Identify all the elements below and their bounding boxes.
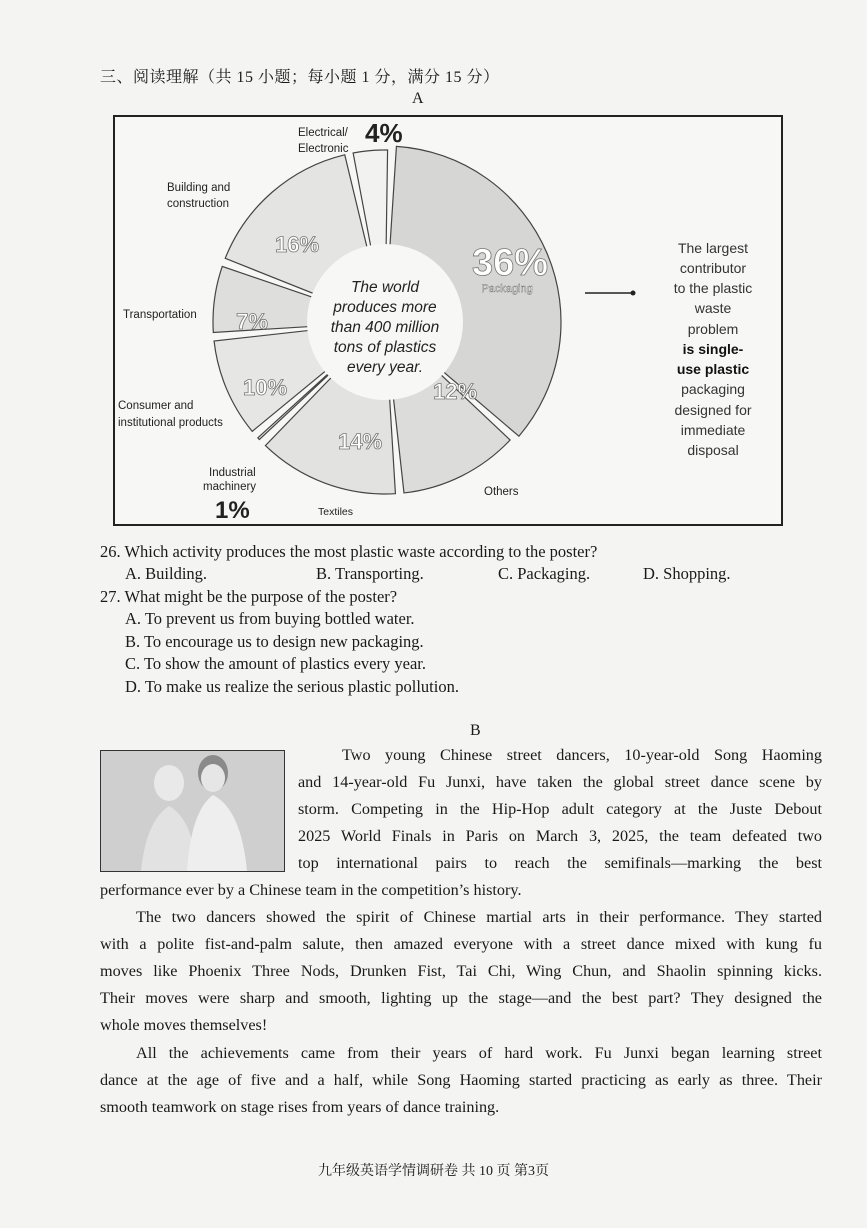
side-note [674, 240, 753, 458]
consumer-label: institutional products [118, 417, 223, 429]
text-line: performance ever by a Chinese team in the competition’s history. [100, 881, 522, 899]
center-line: The world [350, 279, 420, 296]
others-label: Others [484, 486, 519, 498]
text-line: 2025 World Finals in Paris on March 3, 2025, the team defeated two [298, 827, 822, 845]
side-note-line: immediate [680, 422, 746, 438]
industrial-percent: 1% [215, 497, 250, 524]
center-line: tons of plastics [333, 339, 437, 356]
q26-option-c[interactable]: C. Packaging. [498, 564, 591, 583]
building-label: Building and [167, 182, 231, 194]
text-line: The two dancers showed the spirit of Chinese martial arts in their performance. They started [136, 908, 822, 926]
connector-dot [631, 291, 636, 296]
side-note-line: waste [694, 300, 732, 316]
side-note-line: disposal [687, 442, 739, 458]
side-note-line: contributor [679, 260, 747, 276]
text-line: with a polite fist-and-palm salute, then amazed everyone with a street dance mixed with kung fu [100, 935, 822, 953]
transportation-percent: 7% [236, 309, 268, 334]
building-label: construction [167, 198, 230, 210]
center-line: than 400 million [330, 319, 440, 336]
question-26-stem: 26. Which activity produces the most plastic waste according to the poster? [100, 542, 598, 561]
side-note-line: designed for [674, 402, 752, 418]
q27-option-d[interactable]: D. To make us realize the serious plastic pollution. [125, 677, 459, 696]
center-line: produces more [333, 299, 437, 316]
consumer-label: Consumer and [118, 400, 194, 412]
text-line: top international pairs to reach the semifinals—marking the best [298, 854, 822, 872]
electrical-percent: 4% [365, 118, 403, 148]
dancers-photo [100, 750, 285, 872]
building-percent: 16% [274, 232, 320, 257]
passage-b-p3 [100, 1040, 822, 1121]
question-27-stem: 27. What might be the purpose of the poster? [100, 587, 398, 606]
passage-b-label: B [470, 722, 481, 739]
packaging-percent: 36% [471, 242, 549, 284]
text-line: dance at the age of five and a half, while Song Haoming started practicing as early as three. Their [100, 1071, 822, 1089]
text-line: moves like Phoenix Three Nods, Drunken Fist, Tai Chi, Wing Chun, and Shaolin spinning kicks. [100, 962, 822, 980]
q26-option-b[interactable]: B. Transporting. [316, 564, 424, 583]
side-note-line: use plastic [676, 361, 750, 377]
text-line: All the achievements came from their years of hard work. Fu Junxi began learning street [136, 1044, 822, 1062]
side-note-line: problem [687, 321, 739, 337]
q27-option-b[interactable]: B. To encourage us to design new packaging. [125, 632, 424, 651]
q27-option-c[interactable]: C. To show the amount of plastics every year. [125, 654, 426, 673]
electrical-label: Electronic [298, 143, 349, 155]
side-note-line: The largest [677, 240, 749, 256]
text-line: whole moves themselves! [100, 1016, 268, 1034]
text-line: and 14-year-old Fu Junxi, have taken the global street dance scene by [298, 773, 822, 791]
side-note-line: is single- [682, 341, 744, 357]
others-percent: 12% [432, 379, 478, 404]
q27-option-a[interactable]: A. To prevent us from buying bottled water. [125, 609, 415, 628]
packaging-label: Packaging [481, 283, 533, 295]
passage-b-p1-wrapped [298, 742, 822, 877]
center-line: every year. [346, 359, 424, 376]
textiles-label: Textiles [318, 506, 354, 518]
industrial-label: Industrial [209, 467, 256, 479]
transportation-label: Transportation [123, 309, 197, 321]
section-heading: 三、阅读理解（共 15 小题；每小题 1 分，满分 15 分） [100, 69, 500, 86]
text-line: Two young Chinese street dancers, 10-year-old Song Haoming [342, 746, 822, 764]
passage-b-p2 [100, 904, 822, 1039]
poster-graphic [115, 117, 781, 524]
q26-option-d[interactable]: D. Shopping. [643, 564, 731, 583]
text-line: Their moves were sharp and smooth, lighting up the stage—and the best part? They designed the [100, 989, 822, 1007]
side-note-line: to the plastic [673, 280, 753, 296]
text-line: smooth teamwork on stage rises from years of dance training. [100, 1098, 500, 1116]
passage-b-p1-tail [100, 877, 822, 904]
q26-option-a[interactable]: A. Building. [125, 564, 208, 583]
side-note-line: packaging [681, 381, 745, 397]
page-footer: 九年级英语学情调研卷 共 10 页 第3页 [318, 1164, 549, 1179]
text-line: storm. Competing in the Hip-Hop adult category at the Juste Debout [298, 800, 822, 818]
dancers-photo-graphic [101, 751, 284, 871]
electrical-label: Electrical/ [298, 127, 348, 139]
textiles-percent: 14% [337, 429, 383, 454]
industrial-label: machinery [203, 481, 257, 493]
plastic-poster [113, 115, 783, 526]
passage-a-label: A [412, 90, 424, 107]
consumer-percent: 10% [242, 375, 288, 400]
